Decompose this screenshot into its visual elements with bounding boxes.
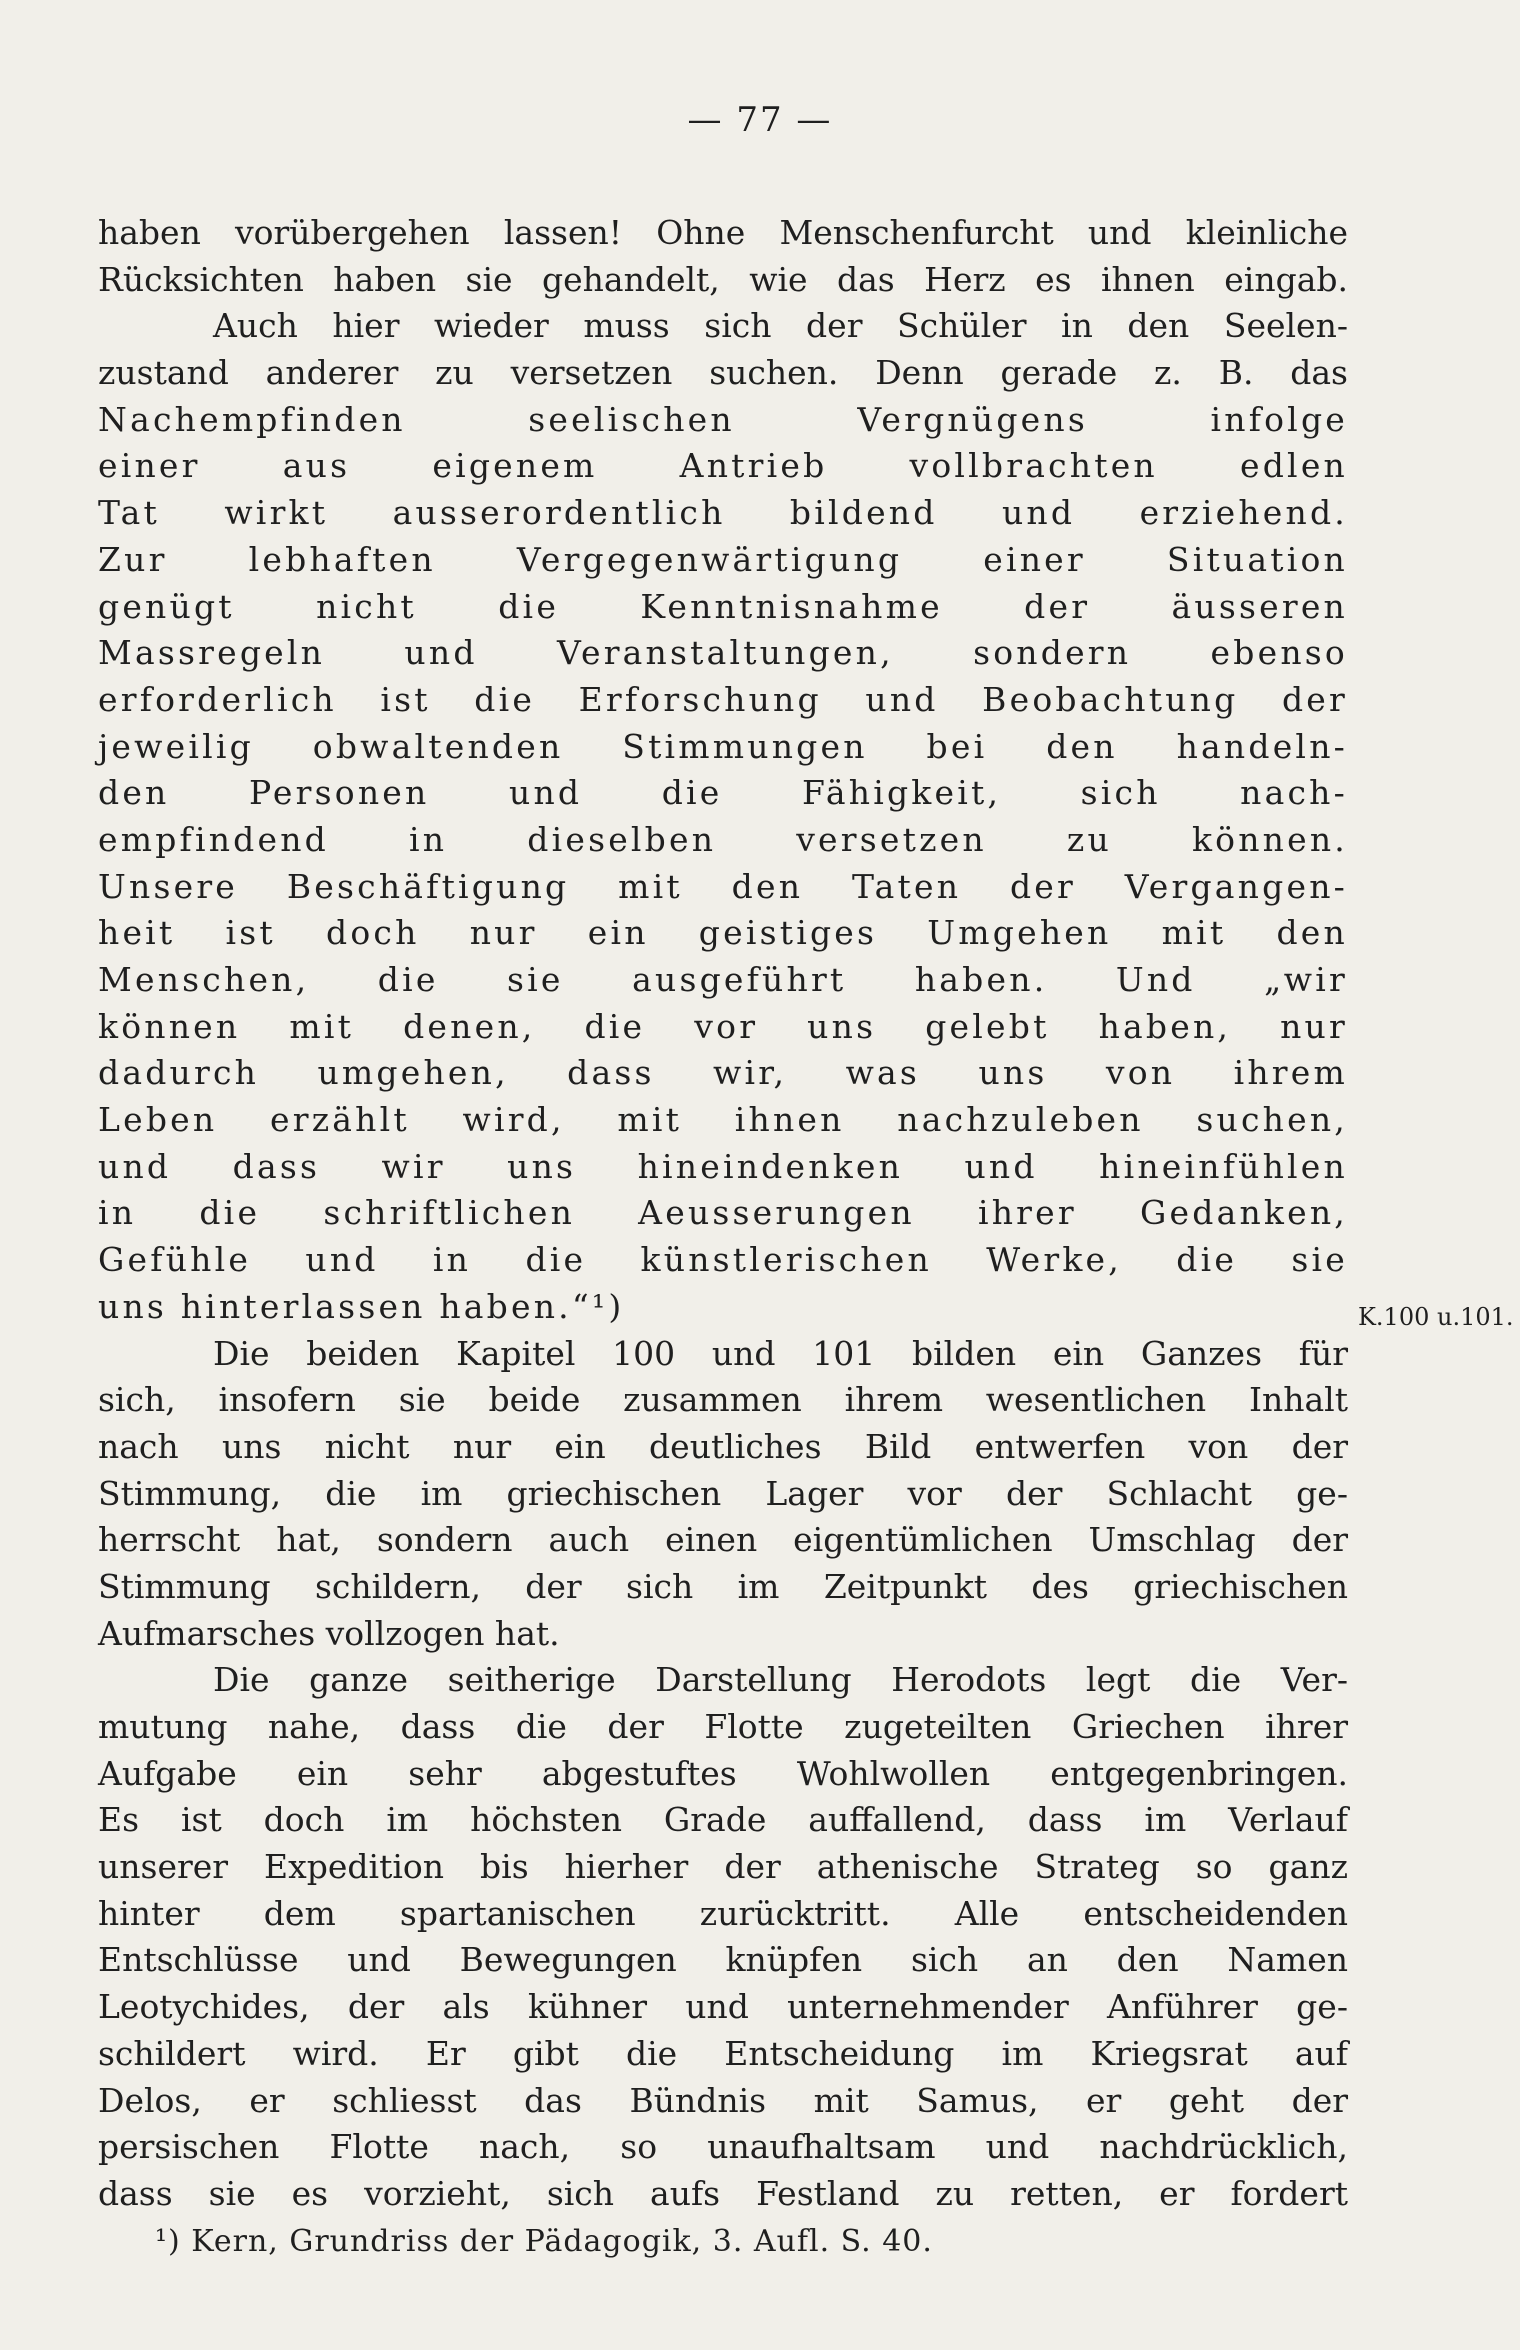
text-line: Nachempfinden seelischen Vergnügens infolge	[98, 399, 1348, 439]
text-line: Gefühle und in die künstlerischen Werke, die sie	[98, 1240, 1348, 1280]
text-line: Stimmung schildern, der sich im Zeitpunkt des griechischen	[98, 1566, 1348, 1606]
body-text	[98, 210, 1348, 2218]
text-line: in die schriftlichen Aeusserungen ihrer Gedanken,	[98, 1193, 1348, 1233]
text-line: unserer Expedition bis hierher der athenische Strateg so ganz	[98, 1847, 1348, 1887]
text-line: Aufmarsches vollzogen hat.	[98, 1613, 560, 1653]
text-line: und dass wir uns hineindenken und hineinfühlen	[98, 1146, 1348, 1186]
text-line: Unsere Beschäftigung mit den Taten der Vergangen-	[98, 866, 1348, 906]
text-line: Auch hier wieder muss sich der Schüler in den Seelen-	[213, 306, 1348, 346]
text-line: dass sie es vorzieht, sich aufs Festland zu retten, er fordert	[98, 2173, 1348, 2213]
text-line: Aufgabe ein sehr abgestuftes Wohlwollen entgegenbringen.	[98, 1753, 1348, 1793]
text-line: Massregeln und Veranstaltungen, sondern ebenso	[98, 633, 1348, 673]
text-line: uns hinterlassen haben.“¹)	[98, 1286, 625, 1326]
page-number: — 77 —	[687, 100, 833, 140]
text-line: jeweilig obwaltenden Stimmungen bei den handeln-	[98, 726, 1348, 766]
text-line: Die ganze seitherige Darstellung Herodots legt die Ver-	[213, 1660, 1348, 1700]
footnote: ¹) Kern, Grundriss der Pädagogik, 3. Aufl. S. 40.	[155, 2224, 933, 2259]
text-line: persischen Flotte nach, so unaufhaltsam und nachdrücklich,	[98, 2127, 1348, 2167]
text-line: Die beiden Kapitel 100 und 101 bilden ein Ganzes für	[213, 1333, 1348, 1373]
text-line: sich, insofern sie beide zusammen ihrem wesentlichen Inhalt	[98, 1380, 1348, 1420]
text-line: den Personen und die Fähigkeit, sich nach-	[98, 773, 1348, 813]
text-line: mutung nahe, dass die der Flotte zugeteilten Griechen ihrer	[98, 1707, 1348, 1746]
text-line: dadurch umgehen, dass wir, was uns von ihrem	[98, 1053, 1348, 1093]
text-line: schildert wird. Er gibt die Entscheidung im Kriegsrat auf	[98, 2033, 1348, 2073]
text-line: können mit denen, die vor uns gelebt haben, nur	[98, 1006, 1348, 1046]
text-line: Rücksichten haben sie gehandelt, wie das Herz es ihnen eingab.	[98, 259, 1348, 299]
text-line: nach uns nicht nur ein deutliches Bild entwerfen von der	[98, 1426, 1348, 1466]
text-line: empfindend in dieselben versetzen zu können.	[98, 819, 1348, 859]
text-line: Stimmung, die im griechischen Lager vor der Schlacht ge-	[98, 1473, 1348, 1513]
text-line: Leotychides, der als kühner und unternehmender Anführer ge-	[98, 1987, 1348, 2027]
text-line: einer aus eigenem Antrieb vollbrachten edlen	[98, 446, 1348, 486]
text-line: Tat wirkt ausserordentlich bildend und erziehend.	[98, 493, 1348, 533]
text-line: genügt nicht die Kenntnisnahme der äusseren	[98, 586, 1348, 626]
text-line: haben vorübergehen lassen! Ohne Menschenfurcht und kleinliche	[98, 213, 1348, 252]
text-line: hinter dem spartanischen zurücktritt. Alle entscheidenden	[98, 1893, 1348, 1933]
text-line: Es ist doch im höchsten Grade auffallend, dass im Verlauf	[98, 1800, 1348, 1840]
text-line: erforderlich ist die Erforschung und Beobachtung der	[98, 679, 1348, 719]
text-line: Entschlüsse und Bewegungen knüpfen sich an den Namen	[98, 1940, 1348, 1980]
margin-note: K.100 u.101.	[1358, 1303, 1514, 1331]
text-line: heit ist doch nur ein geistiges Umgehen mit den	[98, 913, 1348, 953]
text-line: Delos, er schliesst das Bündnis mit Samus, er geht der	[98, 2080, 1348, 2120]
text-line: zustand anderer zu versetzen suchen. Denn gerade z. B. das	[98, 353, 1348, 393]
text-line: Zur lebhaften Vergegenwärtigung einer Situation	[98, 539, 1348, 579]
text-line: Menschen, die sie ausgeführt haben. Und „wir	[98, 960, 1348, 999]
text-line: Leben erzählt wird, mit ihnen nachzuleben suchen,	[98, 1100, 1348, 1140]
text-line: herrscht hat, sondern auch einen eigentümlichen Umschlag der	[98, 1520, 1348, 1560]
